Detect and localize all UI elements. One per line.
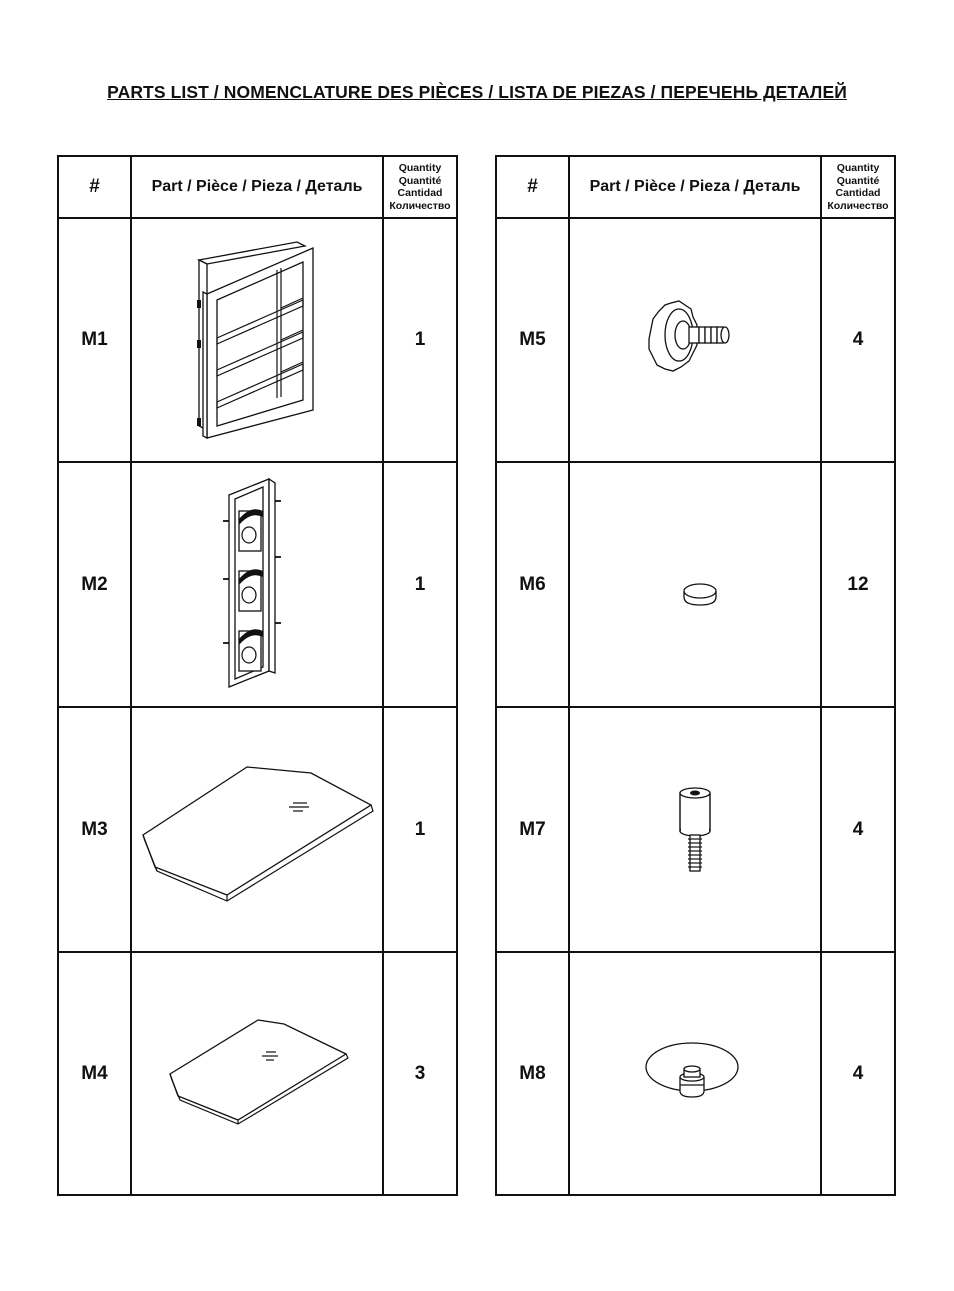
header-part: Part / Pièce / Pieza / Деталь	[131, 156, 383, 218]
parts-table-left	[57, 155, 458, 1196]
header-qty-es: Cantidad	[397, 187, 443, 199]
part-id: M7	[496, 707, 569, 952]
header-qty-en: Quantity	[836, 162, 880, 174]
part-illustration	[131, 952, 383, 1195]
part-id: M5	[496, 218, 569, 462]
header-qty-ru: Количество	[827, 199, 889, 212]
part-id: M3	[58, 707, 131, 952]
header-part: Part / Pièce / Pieza / Деталь	[569, 156, 821, 218]
part-id: M6	[496, 462, 569, 707]
part-quantity: 1	[383, 462, 457, 707]
part-quantity: 3	[383, 952, 457, 1195]
table-row	[496, 952, 895, 1195]
header-quantity	[383, 156, 457, 218]
glass-shelf-large-icon	[137, 755, 377, 905]
leveling-foot-icon	[645, 295, 745, 385]
table-row	[496, 218, 895, 462]
part-quantity: 4	[821, 218, 895, 462]
glass-shelf-small-icon	[162, 1014, 352, 1134]
table-row	[58, 462, 457, 707]
header-qty-en: Quantity	[398, 162, 442, 174]
page-title: PARTS LIST / NOMENCLATURE DES PIÈCES / LISTA DE PIEZAS / ПЕРЕЧЕНЬ ДЕТАЛЕЙ	[107, 82, 847, 102]
part-quantity: 4	[821, 707, 895, 952]
table-header-row	[496, 156, 895, 218]
part-illustration	[131, 462, 383, 707]
header-quantity	[821, 156, 895, 218]
table-row	[496, 707, 895, 952]
table-row	[496, 462, 895, 707]
header-number: #	[496, 156, 569, 218]
side-frame-icon	[217, 475, 297, 695]
header-qty-fr: Quantité	[398, 174, 442, 187]
part-illustration	[569, 462, 821, 707]
header-qty-es: Cantidad	[835, 187, 881, 199]
header-number: #	[58, 156, 131, 218]
part-quantity: 4	[821, 952, 895, 1195]
part-quantity: 12	[821, 462, 895, 707]
part-id: M4	[58, 952, 131, 1195]
header-qty-ru: Количество	[389, 199, 451, 212]
threaded-connector-icon	[670, 785, 720, 875]
part-illustration	[131, 707, 383, 952]
part-id: M1	[58, 218, 131, 462]
parts-table-right	[495, 155, 896, 1196]
table-row	[58, 952, 457, 1195]
door-frame-icon	[177, 230, 337, 450]
header-qty-fr: Quantité	[836, 174, 880, 187]
part-illustration	[569, 218, 821, 462]
part-illustration	[569, 707, 821, 952]
part-id: M2	[58, 462, 131, 707]
part-illustration	[569, 952, 821, 1195]
part-quantity: 1	[383, 707, 457, 952]
part-id: M8	[496, 952, 569, 1195]
part-illustration	[131, 218, 383, 462]
table-row	[58, 707, 457, 952]
part-quantity: 1	[383, 218, 457, 462]
table-header-row	[58, 156, 457, 218]
suction-cup-icon	[642, 1039, 752, 1109]
table-row	[58, 218, 457, 462]
shelf-support-pad-icon	[680, 579, 720, 609]
